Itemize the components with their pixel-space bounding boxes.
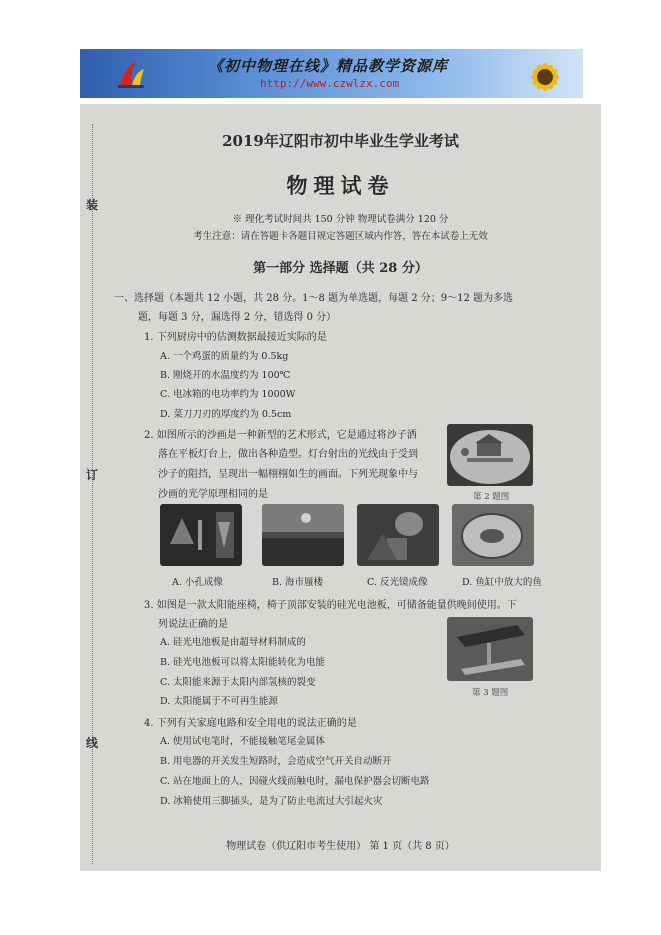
binding-char-3: 线 (86, 736, 99, 750)
q2-mirror-image (357, 504, 439, 566)
q1-option-b: B. 刚烧开的水温度约为 100℃ (160, 370, 291, 381)
q2-mirage-image (262, 504, 344, 566)
exam-header: 2019年辽阳市初中毕业生学业考试 (222, 132, 459, 150)
q4-stem: 4. 下列有关家庭电路和安全用电的说法正确的是 (144, 718, 357, 729)
part-heading: 第一部分 选择题（共 28 分） (253, 261, 428, 276)
q4-option-d: D. 冰箱使用三脚插头，是为了防止电流过大引起火灾 (160, 796, 383, 807)
q1-option-c: C. 电冰箱的电功率约为 1000W (160, 389, 296, 400)
q2-option-c: C. 反光镜成像 (367, 577, 428, 588)
q2-figure-caption: 第 2 题图 (473, 492, 510, 502)
q2-stem-line-3: 沙子的阻挡，呈现出一幅栩栩如生的画面。下列光现象中与 (158, 469, 418, 480)
binding-char-1: 装 (86, 198, 99, 212)
q2-sand-painting-image (447, 424, 533, 486)
exam-meta: ※ 理化考试时间共 150 分钟 物理试卷满分 120 分 (232, 214, 449, 225)
q1-option-a: A. 一个鸡蛋的质量约为 0.5kg (160, 351, 289, 362)
q2-option-d: D. 鱼缸中放大的鱼 (462, 577, 542, 588)
banner-title: 《初中物理在线》精品教学资源库 (208, 57, 449, 75)
q4-option-b: B. 用电器的开关发生短路时，会造成空气开关自动断开 (160, 756, 392, 767)
exam-title: 物理试卷 (286, 173, 395, 198)
page-footer: 物理试卷（供辽阳市考生使用） 第 1 页（共 8 页） (226, 841, 455, 852)
binding-char-2: 订 (86, 468, 99, 482)
q3-option-d: D. 太阳能属于不可再生能源 (160, 696, 278, 707)
q3-figure-caption: 第 3 题图 (472, 688, 509, 698)
banner-url[interactable]: http://www.czwlzx.com (260, 77, 400, 90)
q1-option-d: D. 菜刀刀刃的厚度约为 0.5cm (160, 409, 292, 420)
q3-option-c: C. 太阳能来源于太阳内部氢核的裂变 (160, 677, 316, 688)
q2-stem-line-4: 沙画的光学原理相同的是 (158, 489, 268, 500)
q3-stem-line-2: 列说法正确的是 (158, 619, 228, 630)
site-logo-icon (114, 57, 148, 91)
q4-option-a: A. 使用试电笔时，不能接触笔尾金属体 (160, 736, 325, 747)
site-banner (80, 49, 583, 98)
q2-fish-tank-image (452, 504, 534, 566)
section-instructions-1: 一、选择题（本题共 12 小题，共 28 分。1～8 题为单选题，每题 2 分；9～12 题为多选 (114, 293, 514, 304)
q3-option-a: A. 硅光电池板是由超导材料制成的 (160, 637, 306, 648)
q2-stem-line-1: 2. 如图所示的沙画是一种新型的艺术形式，它是通过将沙子洒 (144, 430, 417, 441)
q3-stem-line-1: 3. 如图是一款太阳能座椅，椅子顶部安装的硅光电池板，可储备能量供晚间使用。下 (144, 600, 517, 611)
sunflower-icon (517, 55, 573, 95)
q2-option-b: B. 海市蜃楼 (272, 577, 324, 588)
q2-option-a: A. 小孔成像 (172, 577, 223, 588)
q2-pinhole-image (160, 504, 242, 566)
exam-note: 考生注意：请在答题卡各题目规定答题区域内作答，答在本试卷上无效 (193, 231, 488, 242)
section-instructions-2: 题，每题 3 分，漏选得 2 分，错选得 0 分） (138, 312, 337, 323)
q3-option-b: B. 硅光电池板可以将太阳能转化为电能 (160, 657, 326, 668)
q2-stem-line-2: 落在平板灯台上，做出各种造型。灯台射出的光线由于受到 (158, 449, 418, 460)
q4-option-c: C. 站在地面上的人，因碰火线而触电时，漏电保护器会切断电路 (160, 776, 430, 787)
exam-paper (80, 104, 601, 871)
q1-stem: 1. 下列厨房中的估测数据最接近实际的是 (144, 332, 327, 343)
q3-solar-chair-image (447, 617, 533, 681)
